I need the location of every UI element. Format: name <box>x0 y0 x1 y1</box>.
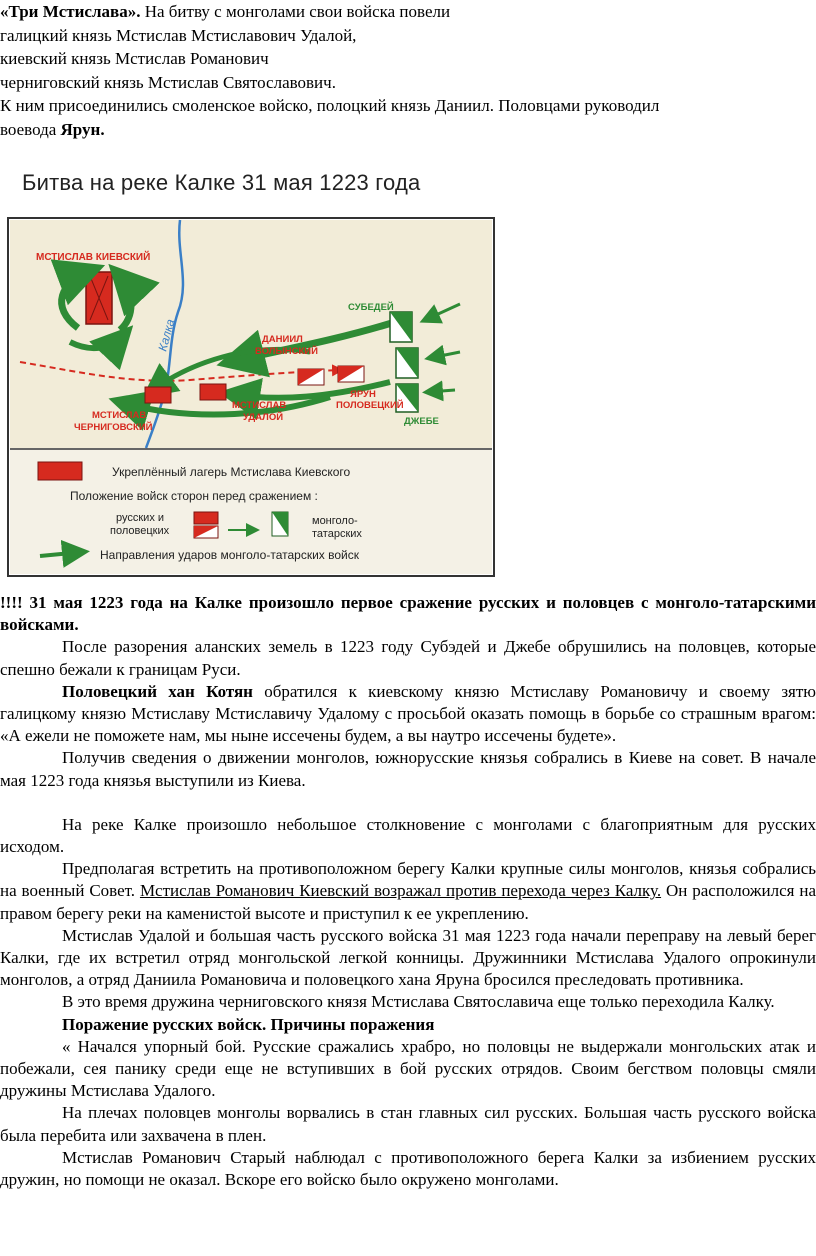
paragraph: Предполагая встретить на противоположном берегу Калки крупные силы монголов, князья собрались на военный Совет. Мстислав Романович Киевский возражал против перехода через Калку. Он расположился на правом берегу реки на каменистой высоте и приступил к ее укреплению. <box>0 859 816 923</box>
legend-rus-swatch <box>194 512 218 524</box>
paragraph: После разорения аланских земель в 1223 году Субэдей и Джебе обрушились на половцев, которые спешно бежали к границам Руси. <box>0 637 816 679</box>
paragraph: Половецкий хан Котян обратился к киевскому князю Мстиславу Романовичу и своему зятю галицкому князю Мстиславу Мстиславичу Удалому с просьбой оказать помощь в борьбе со страшным врагом: «А ежели не поможете нам, мы ныне иссечены будем, а вы наутро иссечены будете». <box>0 681 816 746</box>
label-udaloi-2: УДАЛОЙ <box>243 412 284 423</box>
legend-rus-1: русских и <box>116 512 165 524</box>
paragraph: Получив сведения о движении монголов, южнорусские князья собрались в Киеве на совет. В начале мая 1223 года князья выступили из Киева. <box>0 748 816 790</box>
label-udaloi: МСТИСЛАВ <box>232 400 287 411</box>
legend-positions: Положение войск сторон перед сражением : <box>70 489 318 503</box>
legend-directions: Направления ударов монголо-татарских войск <box>100 548 359 562</box>
intro-line-5: К ним присоединились смоленское войско, полоцкий князь Даниил. Половцами руководил <box>0 96 660 115</box>
label-mstislav-kievsky: МСТИСЛАВ КИЕВСКИЙ <box>36 252 151 263</box>
paragraph: Мстислав Удалой и большая часть русского войска 31 мая 1223 года начали переправу на левый берег Калки, где их встретил отряд монгольской легкой конницы. Дружинники Мстислава Удалого опрокинули монголов, а отряд Даниила Романовича и половецкого хана Яруна бросился преследовать противника. <box>0 925 816 990</box>
russian-unit <box>145 387 171 403</box>
river-label: Калка <box>155 317 178 353</box>
section-heading: Поражение русских войск. Причины поражения <box>62 1014 435 1034</box>
label-daniil: ДАНИИЛ <box>262 334 303 345</box>
intro-line-4: черниговский князь Мстислав Святославович. <box>0 72 336 92</box>
intro-line-6: воевода Ярун. <box>0 119 105 139</box>
intro-line-3: киевский князь Мстислав Романович <box>0 49 269 68</box>
paragraph: Мстислав Романович Старый наблюдал с противоположного берега Калки за избиением русских дружин, но помощи не оказал. Вскоре его войско было окружено монголами. <box>0 1147 816 1190</box>
intro-block <box>0 0 800 141</box>
intro-line-2: галицкий князь Мстислав Мстиславович Удалой, <box>0 25 357 45</box>
paragraph: На плечах половцев монголы ворвались в стан главных сил русских. Большая часть русского войска была перебита или захвачена в плен. <box>0 1103 816 1145</box>
paragraph: В это время дружина черниговского князя Мстислава Святославича еще только переходила Калку. <box>62 992 775 1012</box>
legend-camp: Укреплённый лагерь Мстислава Киевского <box>112 465 351 479</box>
label-subedei: СУБЕДЕЙ <box>348 302 394 313</box>
intro-title: «Три Мстислава». <box>0 2 141 21</box>
intro-line-1: «Три Мстислава». На битву с монголами свои войска повели <box>0 2 451 21</box>
russian-unit <box>200 384 226 400</box>
legend-mong-1: монголо- <box>312 515 358 527</box>
legend-rus-2: половецких <box>110 525 170 537</box>
label-yarun: ЯРУН <box>350 389 376 400</box>
legend-mong-2: татарских <box>312 528 362 540</box>
paragraph: На реке Калке произошло небольшое столкновение с монголами с благоприятным для русских исходом. <box>0 814 816 857</box>
label-chernigov-2: ЧЕРНИГОВСКИЙ <box>74 422 153 433</box>
lead-paragraph: !!!! 31 мая 1223 года на Калке произошло первое сражение русских и половцев с монголо-татарскими войсками. <box>0 593 816 635</box>
battle-map <box>0 212 502 580</box>
paragraph: « Начался упорный бой. Русские сражались храбро, но половцы не выдержали монгольских атак и побежали, сея панику среди еще не вступивших в бой русских отрядов. Своим бегством половцы смяли дружины Мстислава Удалого. <box>0 1036 816 1101</box>
map-title: Битва на реке Калке 31 мая 1223 года <box>22 170 421 195</box>
label-chernigov: МСТИСЛАВ <box>92 410 147 421</box>
label-daniil-2: ВОЛЫНСКИЙ <box>255 346 318 357</box>
height-label: 3.6 <box>118 282 131 292</box>
label-yarun-2: ПОЛОВЕЦКИЙ <box>336 400 404 411</box>
legend-camp-swatch <box>38 462 82 480</box>
label-jebe: ДЖЕБЕ <box>404 416 439 427</box>
article-body <box>0 592 816 1191</box>
